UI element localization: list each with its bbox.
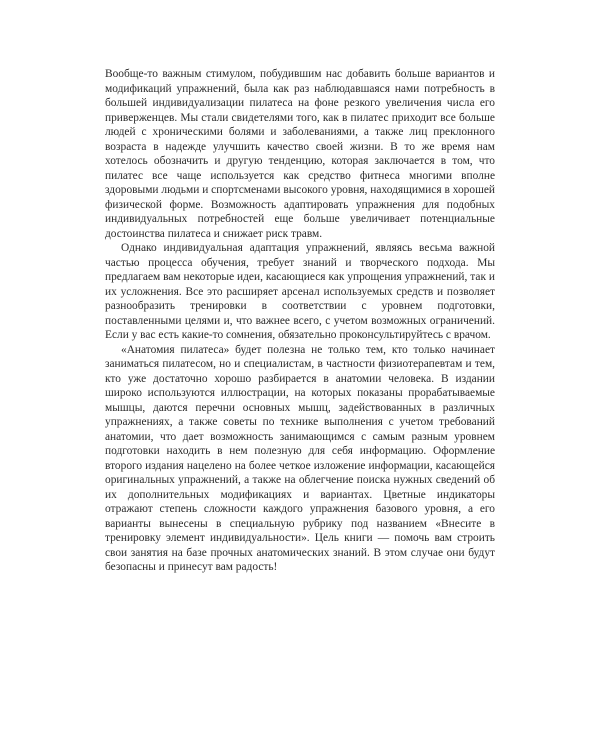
paragraph-1: Вообще-то важным стимулом, побудившим нас добавить больше вариантов и модификаций упражнений, была как раз наблюдавшаяся нами потребность в большей индивидуализации пилатеса на фоне резкого увеличения числа его приверженцев. Мы стали свидетелями того, как в пилатес приходит все больше людей с хроническими болями и заболеваниями, а также лиц преклонного возраста в надежде улучшить качество своей жизни. В то же время нам хотелось обозначить и другую тенденцию, которая заключается в том, что пилатес все чаще используется как средство фитнеса многими вполне здоровыми людьми и спортсменами высокого уровня, находящимися в хорошей физической форме. Возможность адаптировать упражнения для подобных индивидуальных потребностей еще больше увеличивает потенциальные достоинства пилатеса и снижает риск травм. xyxy=(105,68,495,240)
paragraph-3: «Анатомия пилатеса» будет полезна не только тем, кто только начинает заниматься пилатесом, но и специалистам, в частности физиотерапевтам и тем, кто уже достаточно хорошо разбирается в анатомии человека. В издании широко используются иллюстрации, на которых показаны прорабатываемые мышцы, даются перечни основных мышц, задействованных в различных упражнениях, а также советы по технике выполнения с учетом требований анатомии, что дает возможность занимающимся с самым разным уровнем подготовки находить в нем полезную для себя информацию. Оформление второго издания нацелено на более четкое изложение информации, касающейся оригинальных упражнений, а также на облегчение поиска нужных сведений об их дополнительных модификациях и вариантах. Цветные индикаторы отражают степень сложности каждого упражнения базового уровня, а его варианты вынесены в специальную рубрику под названием «Внесите в тренировку элемент индивидуальности». Цель книги — помочь вам строить свои занятия на базе прочных анатомических знаний. В этом случае они будут безопасны и принесут вам радость! xyxy=(105,343,495,573)
body-text xyxy=(105,67,495,575)
paragraph-2: Однако индивидуальная адаптация упражнений, являясь весьма важной частью процесса обучения, требует знаний и творческого подхода. Мы предлагаем вам некоторые идеи, касающиеся как упрощения упражнений, так и их усложнения. Все это расширяет арсенал используемых средств и позволяет разнообразить тренировки в соответствии с уровнем подготовки, поставленными целями и, что важнее всего, с учетом возможных ограничений. Если у вас есть какие-то сомнения, обязательно проконсультируйтесь с врачом. xyxy=(105,242,495,341)
